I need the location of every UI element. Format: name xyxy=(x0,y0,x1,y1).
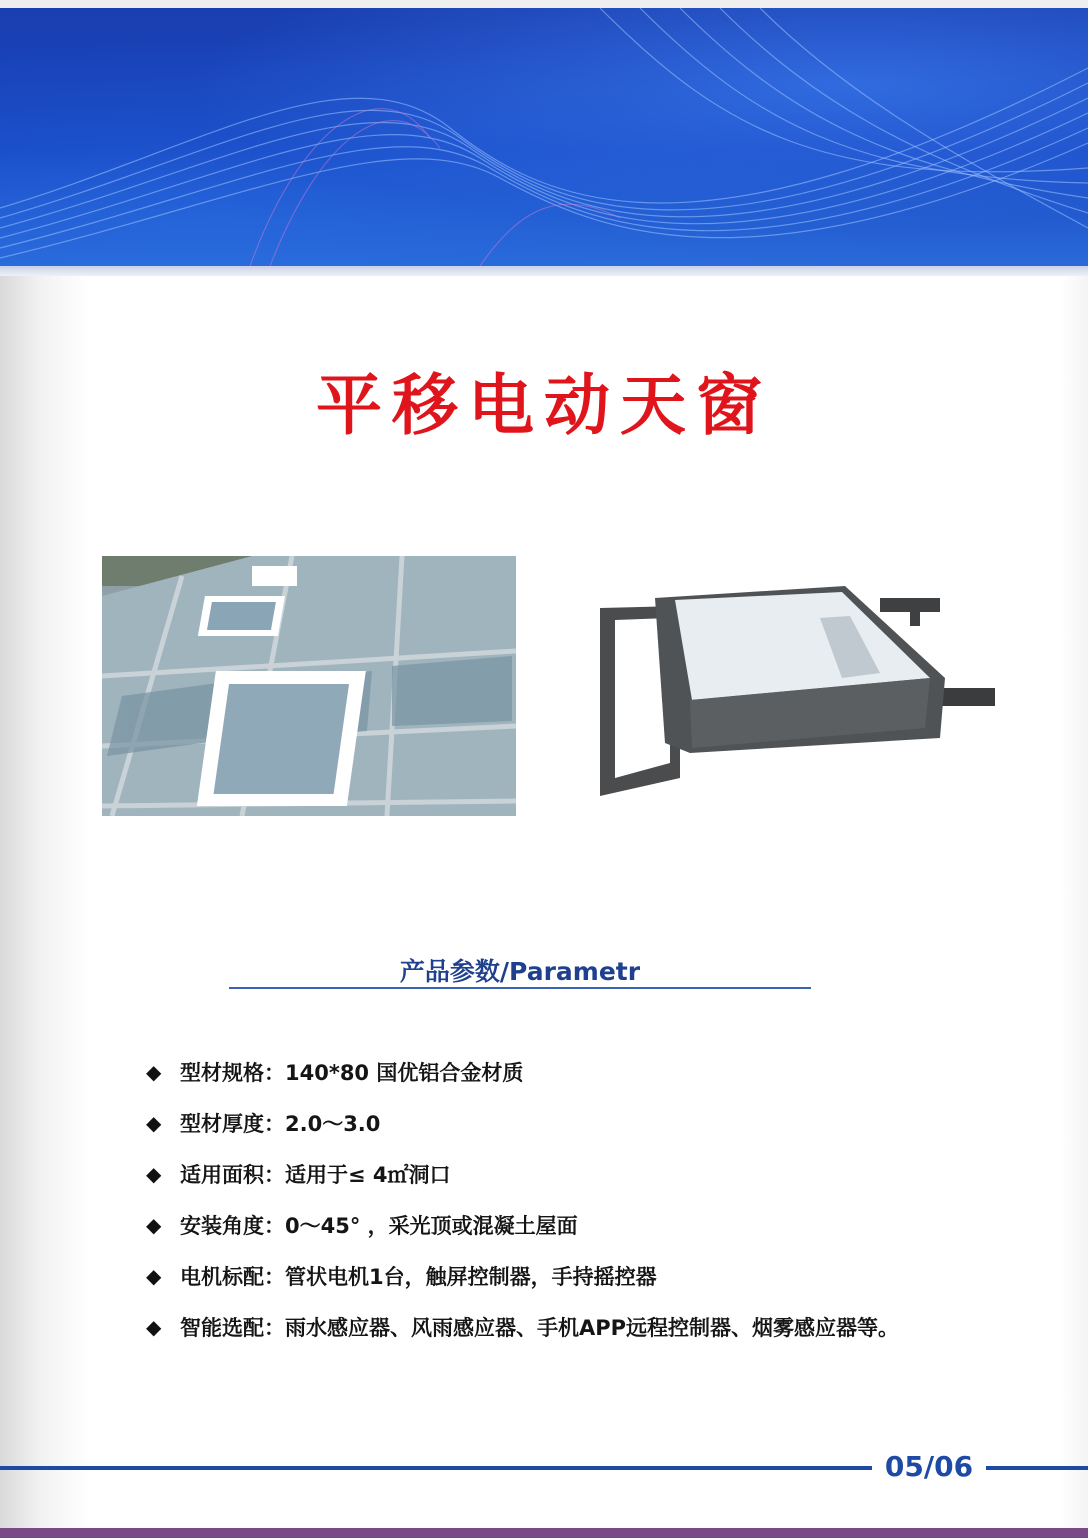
param-text: 适用面积：适用于≤ 4㎡洞口 xyxy=(180,1162,451,1187)
param-text: 智能选配：雨水感应器、风雨感应器、手机APP远程控制器、烟雾感应器等。 xyxy=(180,1315,900,1340)
banner-bottom-strip xyxy=(0,266,1088,276)
page-title: 平移电动天窗 xyxy=(316,367,772,444)
parameters-list xyxy=(146,1046,1046,1352)
param-profile-thickness xyxy=(146,1097,1046,1148)
bullet-diamond-icon: ◆ xyxy=(146,1212,162,1237)
param-install-angle xyxy=(146,1199,1046,1250)
page-number: 05/06 xyxy=(884,1450,974,1483)
banner-wave-lines xyxy=(0,8,1088,266)
bullet-diamond-icon: ◆ xyxy=(146,1059,162,1084)
param-profile-spec xyxy=(146,1046,1046,1097)
bullet-diamond-icon: ◆ xyxy=(146,1110,162,1135)
param-applicable-area xyxy=(146,1148,1046,1199)
skylight-roof-photo xyxy=(102,556,516,816)
param-smart-options xyxy=(146,1301,1046,1352)
param-text: 型材规格：140*80 国优铝合金材质 xyxy=(180,1060,524,1085)
bottom-frame xyxy=(0,1528,1088,1538)
top-frame xyxy=(0,0,1088,8)
parameters-heading: 产品参数/Parametr xyxy=(399,957,641,986)
bullet-diamond-icon: ◆ xyxy=(146,1161,162,1186)
sliding-skylight-product-photo xyxy=(580,578,1000,800)
param-motor-standard xyxy=(146,1250,1046,1301)
param-text: 电机标配：管状电机1台，触屏控制器，手持摇控器 xyxy=(180,1264,657,1289)
footer-rule-right xyxy=(986,1466,1088,1470)
param-text: 型材厚度：2.0～3.0 xyxy=(180,1111,381,1136)
param-text: 安装角度：0～45° ，采光顶或混凝土屋面 xyxy=(180,1213,578,1238)
header-banner xyxy=(0,8,1088,266)
bullet-diamond-icon: ◆ xyxy=(146,1263,162,1288)
parameters-heading-rule xyxy=(229,987,811,989)
bullet-diamond-icon: ◆ xyxy=(146,1314,162,1339)
footer-rule-left xyxy=(0,1466,872,1470)
